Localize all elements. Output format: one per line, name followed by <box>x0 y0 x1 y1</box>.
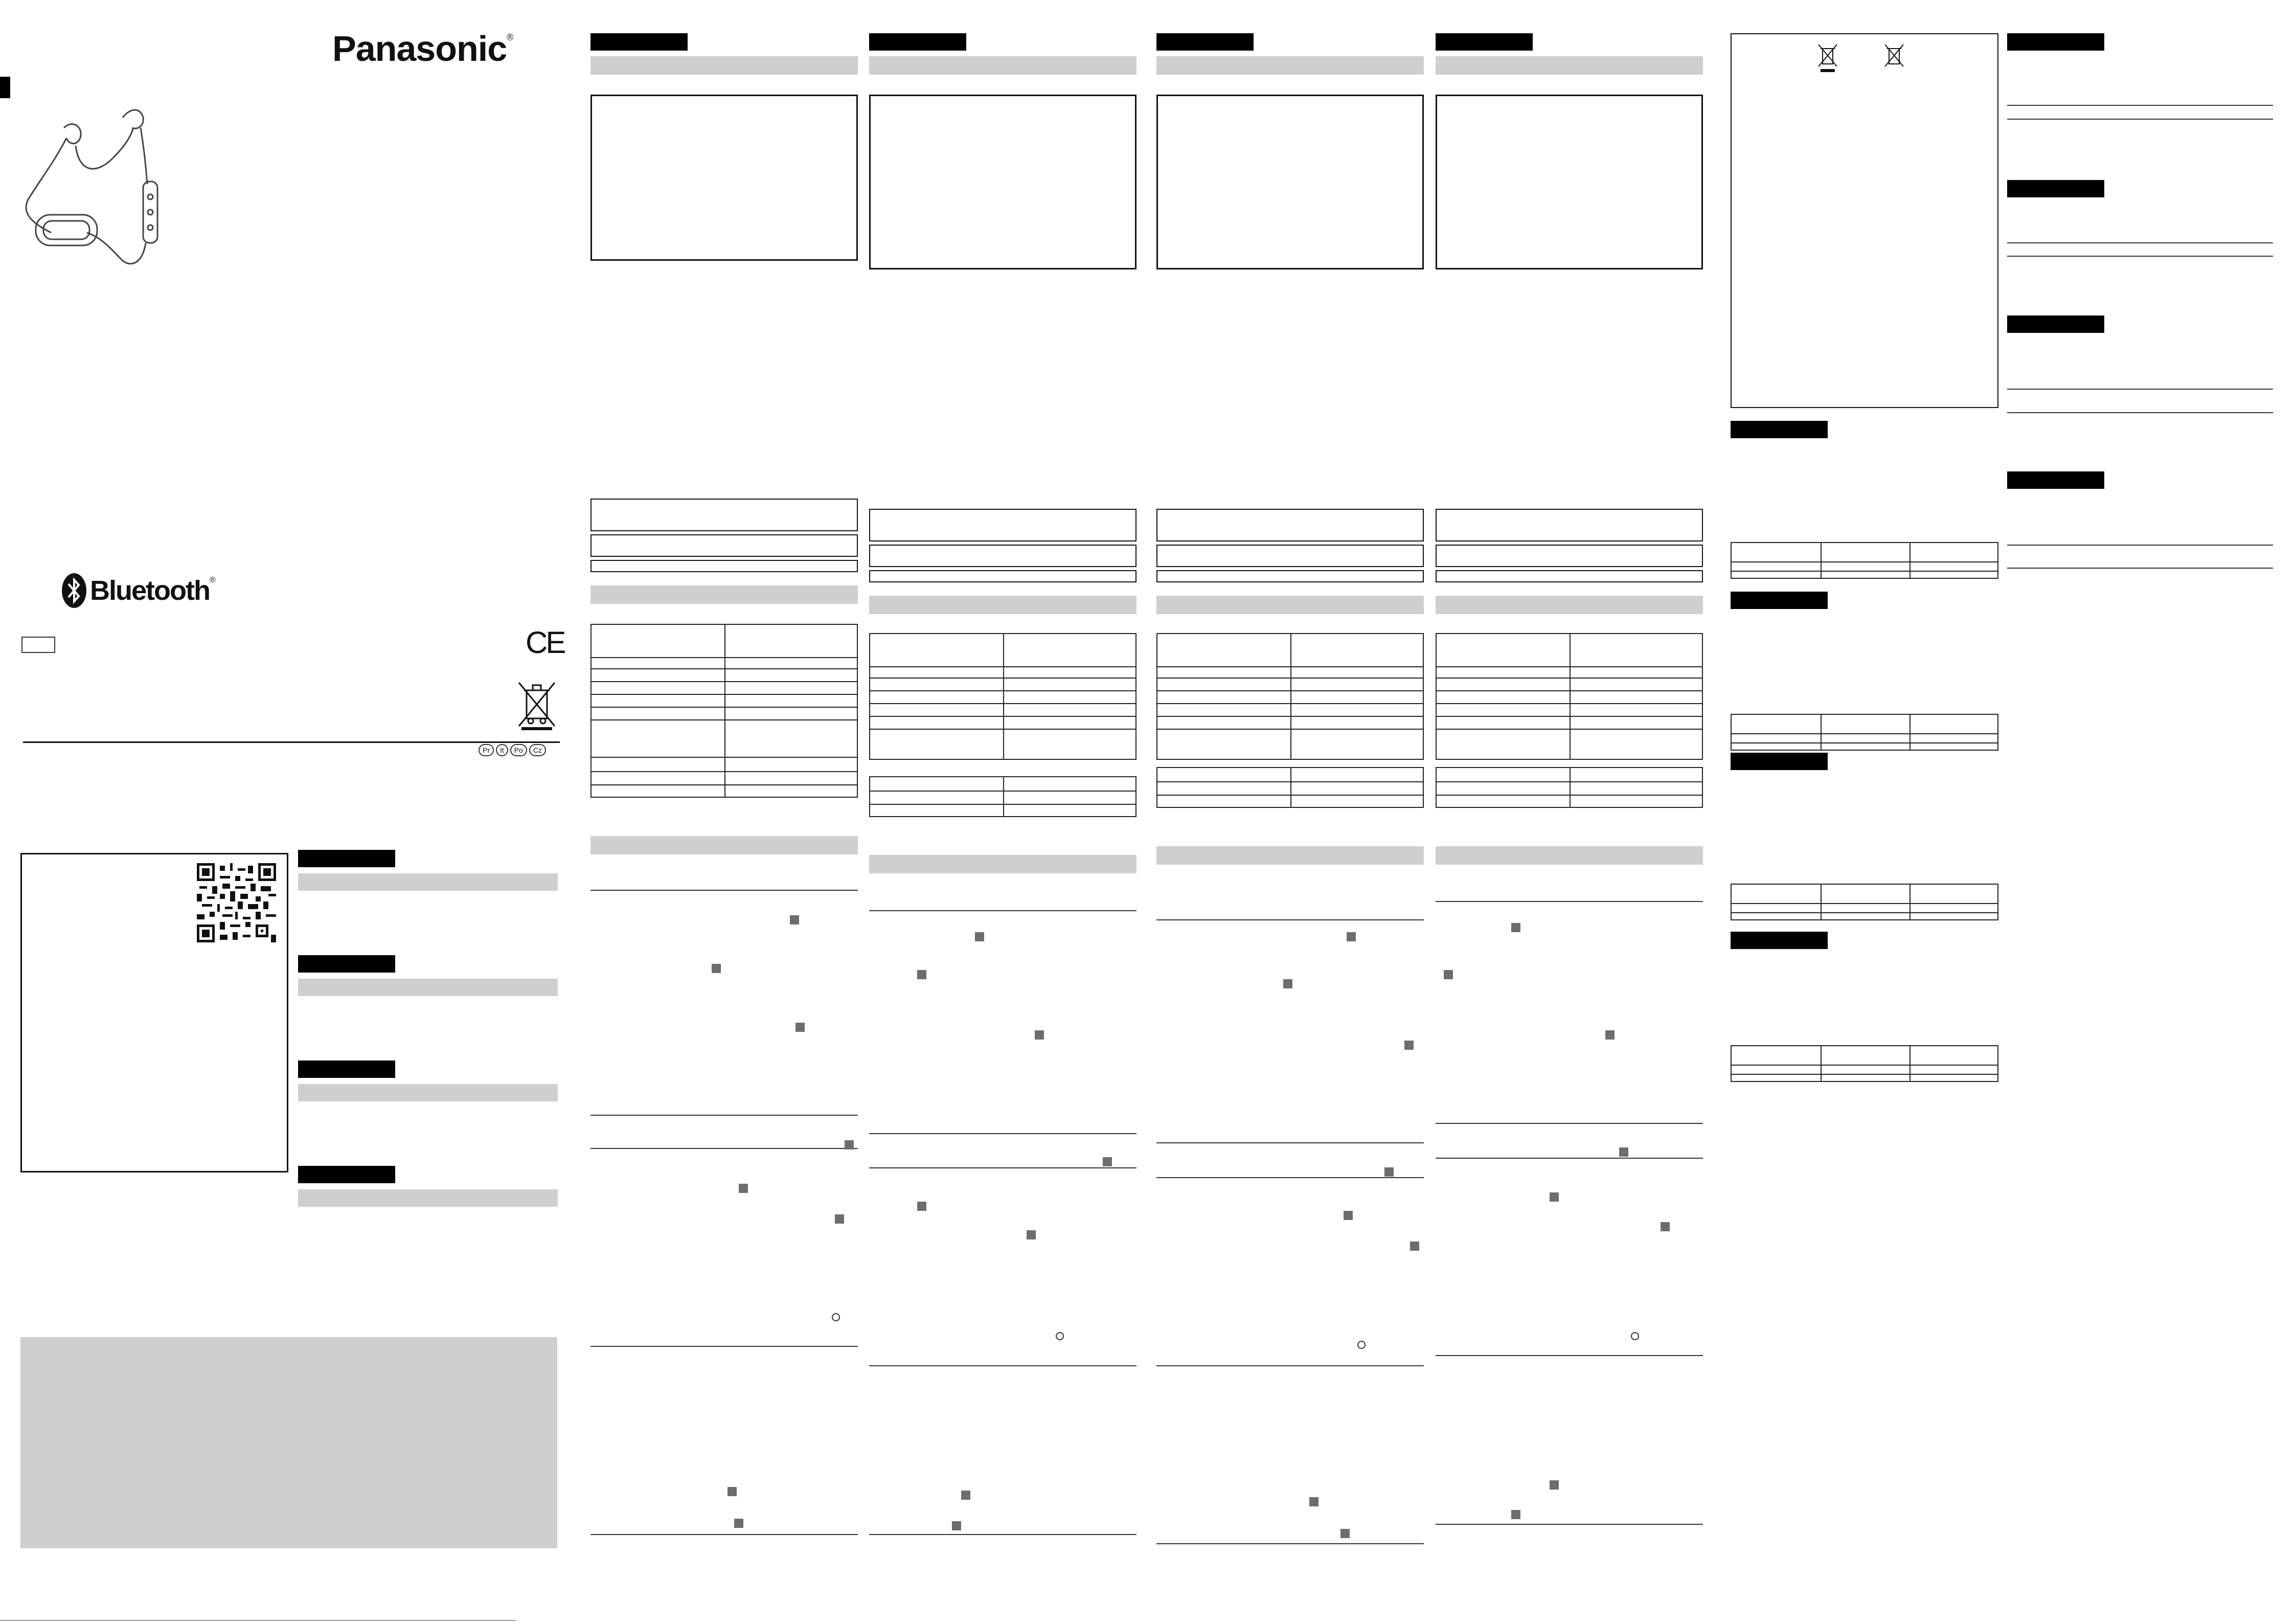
section-band <box>1436 846 1703 865</box>
section-band <box>1156 56 1424 75</box>
table-row-line <box>1732 912 1997 913</box>
section-band <box>869 56 1136 75</box>
brand-registered-mark: ® <box>507 32 513 42</box>
table-row-line <box>1732 1065 1997 1066</box>
small-label-box <box>21 637 55 653</box>
rule-line <box>869 1133 1136 1134</box>
info-circle-icon <box>1357 1341 1366 1349</box>
table-col-line <box>724 758 725 797</box>
bottom-rule <box>0 1620 516 1621</box>
marker-square <box>961 1491 970 1500</box>
table-col-line <box>1290 634 1291 759</box>
table-col-line <box>1003 777 1004 816</box>
spec-table <box>1731 1045 1998 1082</box>
rule-line <box>2007 568 2273 569</box>
rule-line <box>2007 242 2273 243</box>
ce-mark: CE <box>526 625 564 660</box>
table-row-line <box>1732 903 1997 904</box>
rule-line <box>869 1365 1136 1366</box>
marker-square <box>1309 1497 1319 1506</box>
lang-header-bar <box>298 850 395 867</box>
bin-icon <box>1884 43 1904 69</box>
rule-line <box>1436 1524 1703 1525</box>
gray-notice-block <box>20 1337 557 1548</box>
marker-square <box>734 1519 743 1528</box>
table-col-line <box>1003 634 1004 759</box>
notice-box <box>1436 95 1703 269</box>
section-band <box>1436 596 1703 614</box>
lang-header-bar <box>2007 315 2104 333</box>
info-box <box>590 499 858 531</box>
table-col-line <box>1909 543 1911 578</box>
marker-square <box>835 1214 844 1224</box>
marker-square <box>1404 1041 1414 1050</box>
table-col-line <box>1821 543 1822 578</box>
lang-code-pr: Pr <box>479 744 494 756</box>
table-row-line <box>1732 733 1997 734</box>
section-band <box>1436 56 1703 75</box>
section-band <box>869 855 1136 873</box>
notice-box <box>869 95 1136 269</box>
lang-header-bar <box>2007 180 2104 197</box>
marker-square <box>917 1202 926 1211</box>
section-band <box>1156 596 1424 614</box>
lang-header-bar <box>298 1166 395 1183</box>
lang-header-bar <box>1731 753 1828 770</box>
rule-line <box>1156 1142 1424 1143</box>
marker-square <box>790 915 799 924</box>
lang-header-bar <box>1436 33 1533 51</box>
marker-square <box>1511 1510 1520 1519</box>
info-circle-icon <box>1631 1332 1639 1340</box>
rule-line <box>1156 1365 1424 1366</box>
marker-square <box>845 1140 854 1149</box>
info-box <box>1156 509 1424 542</box>
rule-line <box>590 1115 858 1116</box>
rule-line <box>2007 389 2273 390</box>
spec-table <box>1436 633 1703 760</box>
table-col-line <box>1821 1046 1822 1081</box>
rule-line <box>1156 1177 1424 1178</box>
spec-table <box>1156 633 1424 760</box>
table-col-line <box>1909 715 1911 750</box>
lang-header-bar <box>1731 592 1828 609</box>
spec-table <box>1156 767 1424 808</box>
brand-name: Panasonic <box>332 29 507 69</box>
rule-line <box>1436 901 1703 902</box>
cover-divider <box>23 741 560 743</box>
rule-line <box>590 1148 858 1149</box>
marker-square <box>739 1184 748 1193</box>
lang-code-it: It <box>496 744 508 756</box>
info-box <box>590 534 858 557</box>
lang-header-bar <box>590 33 688 51</box>
lang-header-bar <box>869 33 966 51</box>
section-band <box>298 1189 558 1207</box>
bluetooth-registered-mark: ® <box>209 576 216 584</box>
marker-square <box>1340 1529 1350 1538</box>
marker-square <box>1661 1222 1670 1231</box>
section-band <box>1156 846 1424 865</box>
info-circle-icon <box>1056 1332 1064 1340</box>
earphones-illustration <box>15 97 199 271</box>
table-row-line <box>1732 561 1997 562</box>
table-col-line <box>1821 715 1822 750</box>
info-box <box>1436 545 1703 567</box>
rule-line <box>2007 256 2273 257</box>
brand-logo <box>332 28 513 69</box>
marker-square <box>1410 1242 1419 1251</box>
bluetooth-icon <box>61 573 87 608</box>
marker-square <box>728 1487 737 1496</box>
spec-table <box>1436 767 1703 808</box>
lang-header-bar <box>1731 421 1828 438</box>
spec-table <box>590 757 858 798</box>
rule-line <box>590 1346 858 1347</box>
rule-line <box>590 1534 858 1535</box>
disposal-info-box <box>1731 33 1998 408</box>
language-codes <box>479 744 546 756</box>
spec-table <box>1731 884 1998 920</box>
marker-square <box>1283 979 1292 988</box>
section-band <box>590 585 858 604</box>
info-box <box>590 560 858 572</box>
marker-square <box>1347 932 1356 941</box>
lang-header-bar <box>2007 471 2104 489</box>
info-circle-icon <box>832 1313 840 1321</box>
lang-header-bar <box>298 1061 395 1078</box>
rule-line <box>2007 119 2273 120</box>
info-box <box>869 570 1136 582</box>
marker-square <box>1605 1030 1615 1040</box>
marker-square <box>1444 970 1453 979</box>
marker-square <box>1550 1480 1559 1490</box>
section-band <box>298 979 558 996</box>
marker-square <box>795 1023 805 1032</box>
table-col-line <box>1570 768 1571 807</box>
rule-line <box>869 1534 1136 1535</box>
marker-square <box>1619 1147 1628 1157</box>
lang-header-bar <box>298 955 395 973</box>
info-box <box>1156 545 1424 567</box>
table-row-line <box>1732 742 1997 743</box>
edge-tab <box>0 77 10 98</box>
spec-table <box>1731 542 1998 579</box>
rule-line <box>1156 1543 1424 1544</box>
marker-square <box>712 964 721 973</box>
info-box <box>1436 570 1703 582</box>
table-col-line <box>1290 768 1291 807</box>
bluetooth-logo <box>61 573 216 608</box>
spec-table <box>1731 714 1998 751</box>
bluetooth-wordmark: Bluetooth <box>90 575 210 606</box>
rule-line <box>1436 1355 1703 1356</box>
marker-square <box>1027 1230 1036 1239</box>
marker-square <box>1550 1192 1559 1202</box>
marker-square <box>1511 923 1520 932</box>
section-band <box>590 836 858 854</box>
info-box <box>1436 509 1703 542</box>
battery-bin-icon <box>1817 43 1838 74</box>
crossed-bin-icon <box>516 680 557 731</box>
rule-line <box>869 910 1136 911</box>
rule-line <box>2007 412 2273 413</box>
qr-code <box>197 863 276 942</box>
info-box <box>869 509 1136 542</box>
marker-square <box>1103 1157 1112 1166</box>
marker-square <box>917 970 926 979</box>
rule-line <box>1436 1158 1703 1159</box>
rule-line <box>2007 545 2273 546</box>
lang-code-po: Po <box>510 744 527 756</box>
lang-header-bar <box>1731 932 1828 949</box>
rule-line <box>2007 105 2273 106</box>
rule-line <box>869 1167 1136 1168</box>
lang-code-cz: Cz <box>529 744 546 756</box>
rule-line <box>590 890 858 891</box>
section-band <box>298 873 558 891</box>
marker-square <box>1384 1167 1394 1177</box>
marker-square <box>1344 1211 1353 1220</box>
rule-line <box>1156 919 1424 920</box>
table-col-line <box>1570 634 1571 759</box>
marker-square <box>952 1521 961 1530</box>
rule-line <box>1436 1123 1703 1124</box>
info-box <box>1156 570 1424 582</box>
table-col-line <box>1909 1046 1911 1081</box>
spec-table <box>869 633 1136 760</box>
table-col-line <box>1821 885 1822 919</box>
lang-header-bar <box>1156 33 1254 51</box>
notice-box <box>590 95 858 261</box>
table-row-line <box>1732 1074 1997 1075</box>
marker-square <box>1035 1030 1044 1040</box>
table-row-line <box>1732 571 1997 572</box>
section-band <box>869 596 1136 614</box>
info-box <box>869 545 1136 567</box>
table-col-line <box>1909 885 1911 919</box>
marker-square <box>975 932 984 941</box>
notice-box <box>1156 95 1424 269</box>
spec-table <box>869 776 1136 817</box>
section-band <box>590 56 858 75</box>
lang-header-bar <box>2007 33 2104 51</box>
section-band <box>298 1084 558 1101</box>
